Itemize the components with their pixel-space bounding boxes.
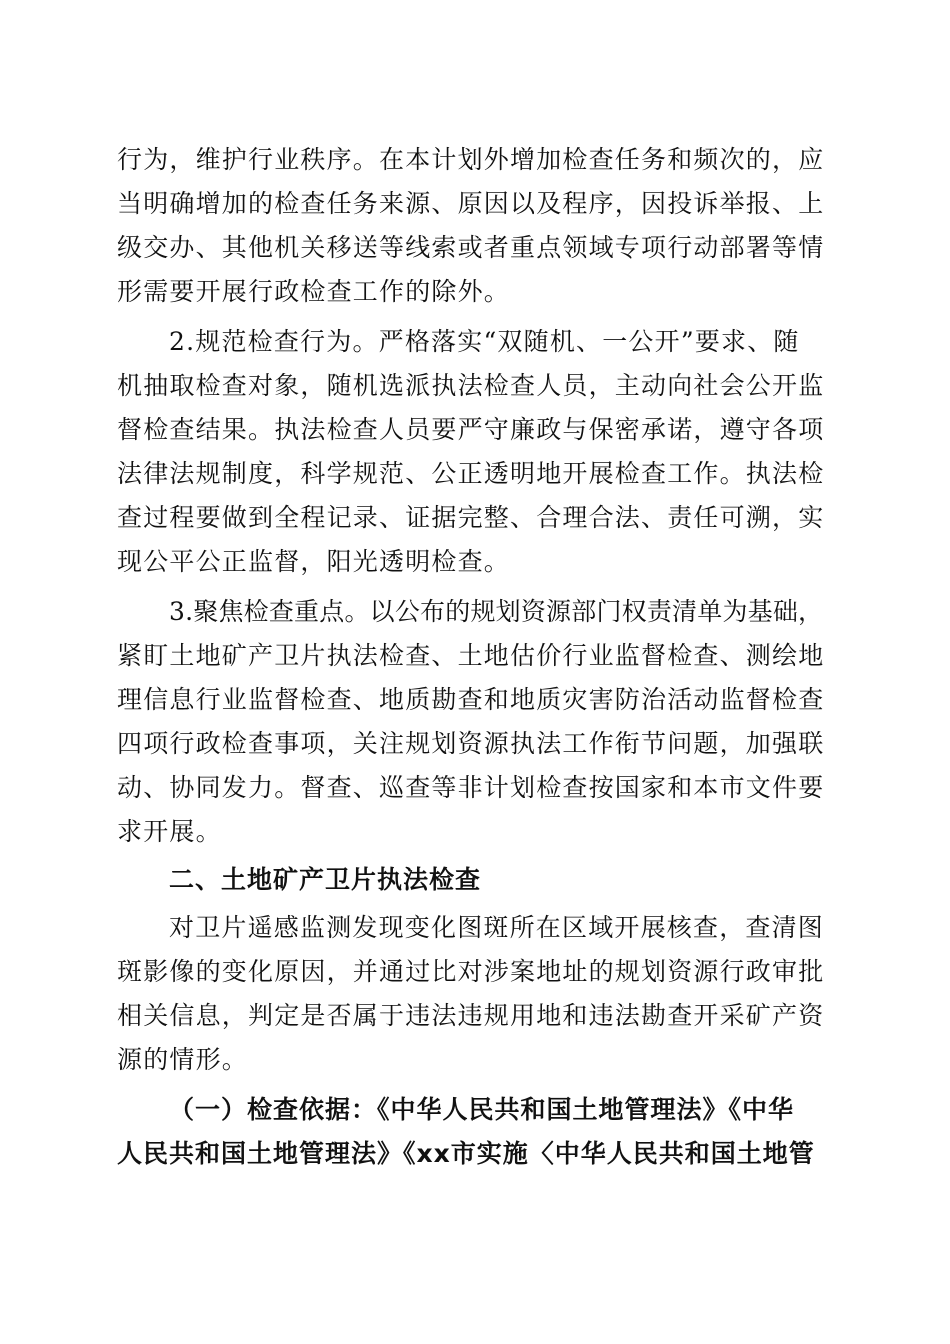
paragraph-line: 形需要开展行政检查工作的除外。 — [117, 277, 511, 306]
paragraph-line: 理信息行业监督检查、地质勘查和地质灾害防治活动监督检查 — [117, 685, 825, 714]
paragraph-line: 动、协同发力。督查、巡查等非计划检查按国家和本市文件要 — [117, 773, 825, 802]
paragraph-line: 3.聚焦检查重点。以公布的规划资源部门权责清单为基础， — [169, 597, 824, 626]
subsection-heading-continued: 人民共和国土地管理法》《xx市实施〈中华人民共和国土地管 — [117, 1139, 815, 1168]
subsection-heading: （一）检查依据：《中华人民共和国土地管理法》《中华 — [169, 1095, 795, 1124]
paragraph-line: 2.规范检查行为。严格落实“双随机、一公开”要求、随 — [169, 327, 800, 356]
paragraph-line: 法律法规制度，科学规范、公正透明地开展检查工作。执法检 — [117, 459, 825, 488]
paragraph-line: 对卫片遥感监测发现变化图斑所在区域开展核查，查清图 — [169, 913, 825, 942]
paragraph-line: 行为，维护行业秩序。在本计划外增加检查任务和频次的，应 — [117, 145, 825, 174]
paragraph-line: 源的情形。 — [117, 1045, 249, 1074]
paragraph-line: 现公平公正监督，阳光透明检查。 — [117, 547, 511, 576]
paragraph-line: 查过程要做到全程记录、证据完整、合理合法、责任可溯，实 — [117, 503, 825, 532]
paragraph-line: 相关信息，判定是否属于违法违规用地和违法勘查开采矿产资 — [117, 1001, 825, 1030]
paragraph-line: 求开展。 — [117, 817, 222, 846]
paragraph-line: 督检查结果。执法检查人员要严守廉政与保密承诺，遵守各项 — [117, 415, 825, 444]
paragraph-line: 机抽取检查对象，随机选派执法检查人员，主动向社会公开监 — [117, 371, 825, 400]
paragraph-line: 斑影像的变化原因，并通过比对涉案地址的规划资源行政审批 — [117, 957, 825, 986]
section-heading: 二、土地矿产卫片执法检查 — [169, 865, 482, 894]
paragraph-line: 四项行政检查事项，关注规划资源执法工作衔节问题，加强联 — [117, 729, 825, 758]
paragraph-line: 当明确增加的检查任务来源、原因以及程序，因投诉举报、上 — [117, 189, 825, 218]
paragraph-line: 紧盯土地矿产卫片执法检查、土地估价行业监督检查、测绘地 — [117, 641, 825, 670]
paragraph-line: 级交办、其他机关移送等线索或者重点领域专项行动部署等情 — [117, 233, 825, 262]
